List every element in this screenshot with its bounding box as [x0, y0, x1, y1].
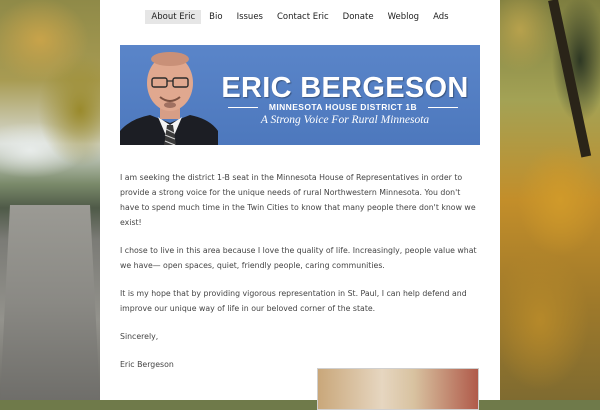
banner-title: ERIC BERGESON	[221, 72, 469, 104]
candidate-portrait	[120, 45, 220, 145]
main-nav	[100, 10, 500, 24]
paragraph-intro: I am seeking the district 1-B seat in the Minnesota House of Representatives in order to provide a strong voice for the unique needs of rural Northwestern Minnesota. You don't have to spend much time in the Twin Cities to know that many people there don't know we exist!	[120, 173, 476, 227]
nav-about-eric[interactable]: About Eric	[145, 10, 201, 24]
page-content-column	[100, 0, 500, 400]
nav-contact-eric[interactable]: Contact Eric	[276, 12, 329, 22]
paragraph-quality-of-life: I chose to live in this area because I love the quality of life. Increasingly, people value what we have— open spaces, quiet, friendly people, caring communities.	[120, 246, 477, 270]
sign-off: Sincerely,	[120, 332, 159, 341]
candidate-photo	[317, 368, 479, 410]
paragraph-hope: It is my hope that by providing vigorous representation in St. Paul, I can help defend and improve our unique way of life in our beloved corner of the state.	[120, 289, 467, 313]
nav-ads[interactable]: Ads	[433, 12, 449, 22]
nav-weblog[interactable]: Weblog	[387, 12, 420, 22]
banner-subtitle: MINNESOTA HOUSE DISTRICT 1B	[268, 102, 418, 112]
signature-name: Eric Bergeson	[120, 360, 174, 369]
background-road	[0, 205, 100, 400]
banner-tagline: A Strong Voice For Rural Minnesota	[260, 114, 430, 126]
nav-issues[interactable]: Issues	[236, 12, 263, 22]
banner-rule-right	[428, 107, 458, 108]
intro-letter	[120, 170, 480, 385]
background-scenery-right	[500, 0, 600, 400]
nav-bio[interactable]: Bio	[209, 12, 223, 22]
nav-donate[interactable]: Donate	[342, 12, 374, 22]
header-banner	[120, 45, 480, 145]
